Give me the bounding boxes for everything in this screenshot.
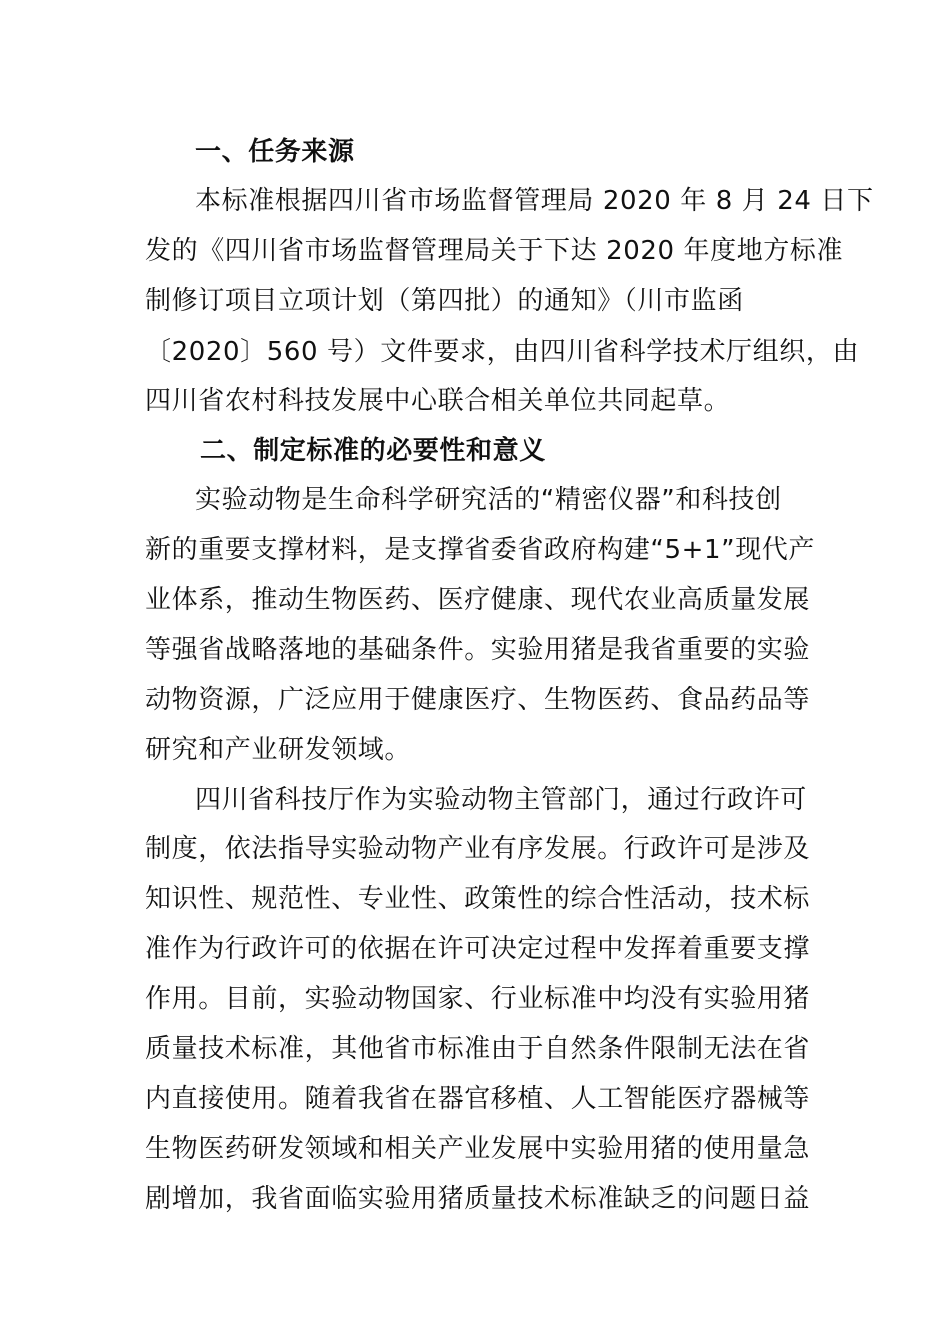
paragraph-line: 知识性、规范性、专业性、政策性的综合性活动，技术标 bbox=[145, 884, 811, 914]
paragraph-line: 实验动物是生命科学研究活的“精密仪器”和科技创 bbox=[195, 485, 782, 515]
paragraph-line: 内直接使用。随着我省在器官移植、人工智能医疗器械等 bbox=[145, 1084, 811, 1114]
paragraph-line: 〔2020〕560 号）文件要求，由四川省科学技术厅组织，由 bbox=[145, 337, 860, 367]
paragraph-line: 质量技术标准，其他省市标准由于自然条件限制无法在省 bbox=[145, 1034, 811, 1064]
paragraph-line: 准作为行政许可的依据在许可决定过程中发挥着重要支撑 bbox=[145, 934, 811, 964]
paragraph-line: 四川省科技厅作为实验动物主管部门，通过行政许可 bbox=[195, 785, 807, 815]
paragraph-line: 业体系，推动生物医药、医疗健康、现代农业高质量发展 bbox=[145, 585, 811, 615]
paragraph-line: 制修订项目立项计划（第四批）的通知》（川市监函 bbox=[145, 286, 744, 316]
paragraph-line: 研究和产业研发领域。 bbox=[145, 735, 412, 765]
paragraph-line: 发的《四川省市场监督管理局关于下达 2020 年度地方标准 bbox=[145, 236, 844, 266]
paragraph-line: 动物资源，广泛应用于健康医疗、生物医药、食品药品等 bbox=[145, 685, 811, 715]
paragraph-line: 制度，依法指导实验动物产业有序发展。行政许可是涉及 bbox=[145, 834, 811, 864]
paragraph-line: 剧增加，我省面临实验用猪质量技术标准缺乏的问题日益 bbox=[145, 1184, 811, 1214]
paragraph-line: 等强省战略落地的基础条件。实验用猪是我省重要的实验 bbox=[145, 635, 811, 665]
paragraph-line: 生物医药研发领域和相关产业发展中实验用猪的使用量急 bbox=[145, 1134, 811, 1164]
paragraph-line: 新的重要支撑材料，是支撑省委省政府构建“5+1”现代产 bbox=[145, 535, 816, 565]
paragraph-line: 四川省农村科技发展中心联合相关单位共同起草。 bbox=[145, 386, 731, 416]
paragraph-line: 本标准根据四川省市场监督管理局 2020 年 8 月 24 日下 bbox=[195, 186, 874, 216]
section-heading-necessity: 二、制定标准的必要性和意义 bbox=[200, 436, 546, 466]
section-heading-task-source: 一、任务来源 bbox=[195, 137, 355, 167]
paragraph-line: 作用。目前，实验动物国家、行业标准中均没有实验用猪 bbox=[145, 984, 811, 1014]
